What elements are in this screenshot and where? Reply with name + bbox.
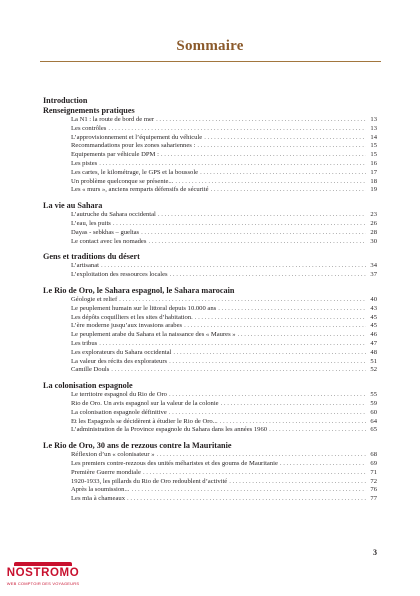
- logo-bar-icon: [14, 562, 72, 566]
- toc-entry[interactable]: [43, 178, 377, 187]
- section-heading: Introduction: [43, 96, 88, 105]
- toc-entry-title: Equipements par véhicule DPM :: [71, 151, 159, 159]
- toc-entry-page: 68: [370, 451, 377, 459]
- toc-entry-page: 76: [370, 486, 377, 494]
- toc-entry-page: 55: [370, 391, 377, 399]
- toc-entry-page: 23: [370, 211, 377, 219]
- toc-entry[interactable]: [43, 495, 377, 504]
- toc-entry-page: 40: [370, 295, 377, 303]
- toc-entry-title: Recommandations pour les zones sahariennes :: [71, 142, 196, 150]
- toc-entry[interactable]: [43, 186, 377, 195]
- toc-entry-title: Et les Espagnols se décidèrent à étudier le Rio de Oro...: [71, 417, 218, 425]
- toc-entry-page: 77: [370, 495, 377, 503]
- toc-entry-page: 60: [370, 408, 377, 416]
- title-divider: [40, 61, 381, 62]
- toc-entry-title: La N1 : la route de bord de mer: [71, 116, 155, 123]
- toc-section: [43, 286, 377, 375]
- toc-entry-page: 71: [370, 468, 377, 476]
- toc-entry-page: 45: [370, 313, 377, 321]
- toc-entry[interactable]: [43, 478, 377, 487]
- toc-entry-page: 37: [370, 271, 377, 279]
- dot-leader: [220, 418, 366, 427]
- toc-entry[interactable]: [43, 358, 377, 367]
- dot-leader: [99, 160, 366, 169]
- toc-entry[interactable]: [43, 151, 377, 160]
- logo-name: NOSTROMO: [6, 567, 80, 579]
- toc-entry[interactable]: [43, 391, 377, 400]
- toc-entry-page: 18: [370, 177, 377, 185]
- dot-leader: [269, 426, 366, 435]
- toc-entry-page: 51: [370, 357, 377, 365]
- toc-entry-title: Le peuplement humain sur le littoral depuis 10.000 ans: [71, 304, 217, 312]
- toc-entry-title: Les mïa à chameaux: [71, 495, 126, 503]
- dot-leader: [131, 486, 366, 495]
- toc-entry-page: 64: [370, 417, 377, 425]
- toc-entry-page: 52: [370, 366, 377, 374]
- dot-leader: [156, 116, 366, 125]
- section-heading: La colonisation espagnole: [43, 381, 133, 391]
- dot-leader: [127, 495, 366, 504]
- toc-entry[interactable]: [43, 460, 377, 469]
- toc-entry-page: 15: [370, 142, 377, 150]
- toc-entry-title: Les premiers contre-rezzous des unités méharistes et des goums de Mauritanie: [71, 459, 278, 467]
- dot-leader: [101, 262, 366, 271]
- dot-leader: [238, 331, 366, 340]
- toc-entry[interactable]: [43, 418, 377, 427]
- section-heading: La vie au Sahara: [43, 201, 103, 211]
- toc-entry-page: 48: [370, 348, 377, 356]
- toc-entry-page: 46: [370, 331, 377, 339]
- toc-section: [43, 381, 377, 435]
- toc-entry[interactable]: [43, 160, 377, 169]
- dot-leader: [169, 409, 366, 418]
- toc-entry-title: Géologie et relief: [71, 295, 118, 303]
- dot-leader: [211, 186, 366, 195]
- dot-leader: [197, 142, 366, 151]
- toc-entry[interactable]: [43, 322, 377, 331]
- toc-entry-title: Les tribus: [71, 339, 98, 347]
- section-heading: Le Rio de Oro, le Sahara espagnol, le Sahara marocain: [43, 285, 235, 295]
- toc-entry[interactable]: [43, 426, 377, 435]
- toc-entry-page: 17: [370, 168, 377, 176]
- toc-entry-title: Le peuplement arabe du Sahara et la naissance des « Maures »: [71, 331, 236, 339]
- dot-leader: [161, 151, 366, 160]
- dot-leader: [108, 125, 366, 134]
- toc-entry[interactable]: [43, 349, 377, 358]
- logo-tagline: WEB COMPTOIR DES VOYAGEURS: [6, 581, 80, 586]
- toc-section: [43, 252, 377, 280]
- toc-entry-title: L’eau, les puits: [71, 219, 111, 227]
- dot-leader: [169, 358, 366, 367]
- toc-section: [43, 441, 377, 504]
- toc-entry-page: 19: [370, 186, 377, 194]
- toc-entry-page: 13: [370, 116, 377, 123]
- page-title: Sommaire: [176, 38, 244, 54]
- toc-entry[interactable]: [43, 220, 377, 229]
- dot-leader: [158, 211, 366, 220]
- dot-leader: [111, 366, 366, 375]
- toc-entry-page: 15: [370, 151, 377, 159]
- toc-section: [43, 201, 377, 246]
- toc-entry[interactable]: [43, 296, 377, 305]
- toc-entry[interactable]: [43, 469, 377, 478]
- toc-entry[interactable]: [43, 305, 377, 314]
- toc-entry[interactable]: [43, 238, 377, 247]
- toc-entry-page: 30: [370, 237, 377, 245]
- toc-entry[interactable]: [43, 169, 377, 178]
- toc-entry-page: 26: [370, 219, 377, 227]
- toc-entry-title: Un problème quelconque se présente...: [71, 177, 174, 185]
- toc-entry-page: 13: [370, 124, 377, 132]
- toc-entry-title: Le contact avec les nomades: [71, 237, 147, 245]
- dot-leader: [119, 296, 366, 305]
- toc-entry-page: 16: [370, 159, 377, 167]
- nostromo-logo: [2, 562, 84, 592]
- dot-leader: [141, 229, 366, 238]
- toc-entry-page: 65: [370, 426, 377, 434]
- dot-leader: [157, 451, 366, 460]
- toc-entry-title: L’ère moderne jusqu’aux invasions arabes: [71, 322, 183, 330]
- toc-entry-title: Camille Douls: [71, 366, 110, 374]
- toc-entry-title: Dayas - sebkhas – gueltas: [71, 228, 140, 236]
- toc-entry-title: Réflexion d’un « colonisateur »: [71, 451, 155, 459]
- dot-leader: [148, 238, 366, 247]
- dot-leader: [173, 349, 366, 358]
- toc-entry[interactable]: [43, 142, 377, 151]
- toc-entry[interactable]: [43, 409, 377, 418]
- toc-entry[interactable]: [43, 262, 377, 271]
- table-of-contents: [43, 96, 377, 510]
- toc-entry-title: Le territoire espagnol du Rio de Oro: [71, 391, 167, 399]
- dot-leader: [169, 391, 366, 400]
- dot-leader: [200, 169, 366, 178]
- toc-entry-title: Les « murs », anciens remparts défensifs de sécurité: [71, 186, 209, 194]
- dot-leader: [229, 478, 366, 487]
- toc-entry-title: Première Guerre mondiale: [71, 468, 141, 476]
- toc-entry-title: 1920-1933, les pillards du Rio de Oro redoublent d’activité: [71, 477, 228, 485]
- toc-entry-title: Les dépôts coquilliers et les sites d’habitation.: [71, 313, 193, 321]
- dot-leader: [204, 134, 366, 143]
- toc-entry[interactable]: [43, 134, 377, 143]
- dot-leader: [218, 305, 366, 314]
- toc-entry-title: L’administration de la Province espagnole du Sahara dans les années 1960: [71, 426, 268, 434]
- toc-entry-page: 59: [370, 399, 377, 407]
- toc-entry-title: L’approvisionnement et l’équipement du véhicule: [71, 133, 203, 141]
- toc-entry-title: Après la soumission...: [71, 486, 130, 494]
- section-heading: Gens et traditions du désert: [43, 252, 140, 262]
- dot-leader: [175, 178, 366, 187]
- toc-entry-title: La valeur des récits des explorateurs: [71, 357, 168, 365]
- toc-entry[interactable]: [43, 486, 377, 495]
- toc-entry-title: L’exploitation des ressources locales: [71, 271, 168, 279]
- dot-leader: [184, 322, 366, 331]
- dot-leader: [280, 460, 366, 469]
- toc-section: [43, 96, 377, 195]
- dot-leader: [143, 469, 366, 478]
- toc-entry-title: Les contrôles: [71, 124, 107, 132]
- page-number: 3: [373, 548, 377, 557]
- toc-entry-page: 72: [370, 477, 377, 485]
- section-heading: Le Rio de Oro, 30 ans de rezzous contre la Mauritanie: [43, 441, 232, 451]
- toc-entry[interactable]: [43, 271, 377, 280]
- toc-entry[interactable]: [43, 229, 377, 238]
- dot-leader: [221, 400, 366, 409]
- toc-entry-title: La colonisation espagnole définitive: [71, 408, 167, 416]
- toc-entry-title: Les pistes: [71, 159, 98, 167]
- toc-entry[interactable]: [43, 366, 377, 375]
- toc-entry-page: 34: [370, 262, 377, 270]
- dot-leader: [170, 271, 366, 280]
- toc-entry-title: L’artisanat: [71, 262, 99, 270]
- toc-entry-page: 47: [370, 339, 377, 347]
- dot-leader: [99, 340, 366, 349]
- toc-entry-title: Rio de Oro. Un avis espagnol sur la valeur de la colonie: [71, 399, 219, 407]
- toc-entry[interactable]: [43, 451, 377, 460]
- dot-leader: [195, 314, 366, 323]
- toc-entry[interactable]: [43, 340, 377, 349]
- toc-entry-page: 14: [370, 133, 377, 141]
- toc-entry[interactable]: [43, 400, 377, 409]
- toc-entry-page: 45: [370, 322, 377, 330]
- dot-leader: [113, 220, 366, 229]
- toc-entry[interactable]: [43, 116, 377, 125]
- toc-entry-title: Les explorateurs du Sahara occidental: [71, 348, 172, 356]
- toc-entry[interactable]: [43, 314, 377, 323]
- toc-entry-page: 28: [370, 228, 377, 236]
- section-heading: Renseignements pratiques: [43, 106, 135, 115]
- toc-entry[interactable]: [43, 125, 377, 134]
- toc-entry[interactable]: [43, 211, 377, 220]
- toc-entry-title: L’autruche du Sahara occidental: [71, 211, 156, 219]
- toc-entry-page: 69: [370, 459, 377, 467]
- toc-entry[interactable]: [43, 331, 377, 340]
- toc-entry-page: 43: [370, 304, 377, 312]
- toc-entry-title: Les cartes, le kilométrage, le GPS et la boussole: [71, 168, 199, 176]
